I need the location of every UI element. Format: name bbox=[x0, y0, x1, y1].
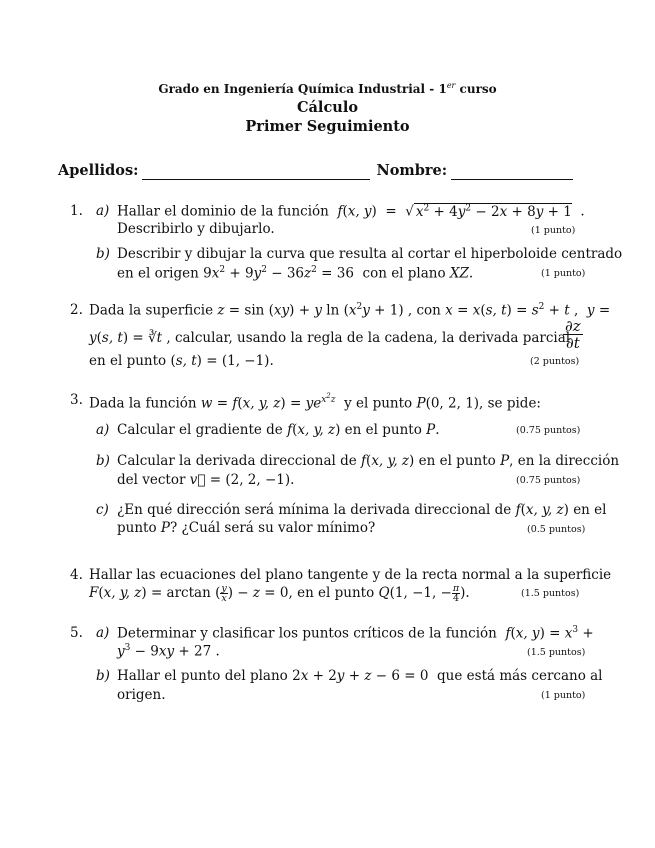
q3c-points: (0.5 puntos) bbox=[527, 524, 586, 535]
q1a-line2: Describirlo y dibujarlo. bbox=[117, 221, 275, 237]
q5a-line1: Determinar y clasificar los puntos críticos de la función f(x, $y) = x^3$ + bbox=[117, 625, 594, 642]
q5a-label: a) bbox=[96, 625, 110, 641]
q5-number: 5. bbox=[70, 625, 83, 641]
q4-points: (1.5 puntos) bbox=[521, 588, 580, 599]
name-field[interactable] bbox=[451, 162, 573, 180]
q1-number: 1. bbox=[70, 203, 83, 219]
q3a-line: Calcular el gradiente de f(x, y, z) en el punto P. bbox=[117, 422, 440, 438]
q3-number: 3. bbox=[70, 392, 83, 408]
name-label: Nombre: bbox=[376, 162, 448, 179]
q3a-label: a) bbox=[96, 422, 110, 438]
surname-field[interactable] bbox=[142, 162, 370, 180]
degree-end: curso bbox=[455, 82, 497, 96]
q4-number: 4. bbox=[70, 567, 83, 583]
exam-subtitle: Primer Seguimiento bbox=[245, 118, 410, 135]
student-fields bbox=[58, 162, 573, 180]
degree-sup: er bbox=[446, 81, 456, 90]
q1a-label: a) bbox=[96, 203, 110, 219]
q5a-points: (1.5 puntos) bbox=[527, 647, 586, 658]
q1a-points: (1 punto) bbox=[531, 225, 576, 236]
q5b-label: b) bbox=[96, 668, 110, 684]
course-title: Cálculo bbox=[297, 99, 358, 116]
degree-line bbox=[0, 81, 655, 96]
q3-line1: Dada la función w = f(x, y, $z) = ye^{x^2z}$ y el punto P(0, 2, 1), se pide: bbox=[89, 392, 541, 412]
surname-label: Apellidos: bbox=[58, 162, 139, 179]
q4-line1: Hallar las ecuaciones del plano tangente y de la recta normal a la superficie bbox=[89, 567, 612, 583]
q1b-label: b) bbox=[96, 246, 110, 262]
q5b-line2: origen. bbox=[117, 687, 166, 703]
q2-points: (2 puntos) bbox=[530, 356, 580, 367]
q3c-line1: ¿En qué dirección será mínima la derivada direccional de f(x, y, z) en el bbox=[117, 502, 607, 518]
q2-line3: en el punto (s, t) = (1, −1). bbox=[89, 353, 274, 369]
q3a-points: (0.75 puntos) bbox=[516, 425, 581, 436]
q1b-points: (1 punto) bbox=[541, 268, 586, 279]
q1a-line1: Hallar el dominio de la función f(x, y) = √ $x^2 + 4y^2 - 2x + 8y + 1$ . bbox=[117, 203, 585, 220]
q5a-line2: $y^3 - 9xy + 27$ . bbox=[117, 643, 220, 660]
q5b-line1: Hallar el punto del plano 2x + 2y + z − 6 = 0 que está más cercano al bbox=[117, 668, 603, 684]
q3b-label: b) bbox=[96, 453, 110, 469]
q2-number: 2. bbox=[70, 302, 83, 318]
q3b-line1: Calcular la derivada direccional de f(x, y, z) en el punto P, en la dirección bbox=[117, 453, 620, 469]
q3b-line2: del vector v⃗ = (2, 2, −1). bbox=[117, 472, 295, 488]
q3c-label: c) bbox=[96, 502, 109, 518]
q2-line2: y(s, t) = ∛t , calcular, usando la regla de la cadena, la derivada parcial bbox=[89, 330, 571, 346]
q1b-line2: en el origen $9x^2 + 9y^2 - 36z^2 = 36$ con el plano XZ. bbox=[117, 265, 474, 282]
q2-line1: Dada la superficie z = sin (xy) + y $\ln (x^2y + 1)$ , con x = x(s, $t) = s^2 + t$ , y = bbox=[89, 302, 611, 319]
q3b-points: (0.75 puntos) bbox=[516, 475, 581, 486]
q2-partial-fraction: $\frac{\partial z}{\partial t}$ bbox=[565, 317, 581, 352]
degree-text: Grado en Ingeniería Química Industrial - 1 bbox=[158, 82, 447, 96]
q4-line2: F(x, y, z) = arctan ( $\frac{y}{x}$ ) − z = 0, en el punto Q(1, −1, − $\frac{\pi}{4}$ ). bbox=[89, 583, 470, 604]
q3c-line2: punto P? ¿Cuál será su valor mínimo? bbox=[117, 520, 376, 536]
q5b-points: (1 punto) bbox=[541, 690, 586, 701]
q1b-line1: Describir y dibujar la curva que resulta al cortar el hiperboloide centrado bbox=[117, 246, 623, 262]
